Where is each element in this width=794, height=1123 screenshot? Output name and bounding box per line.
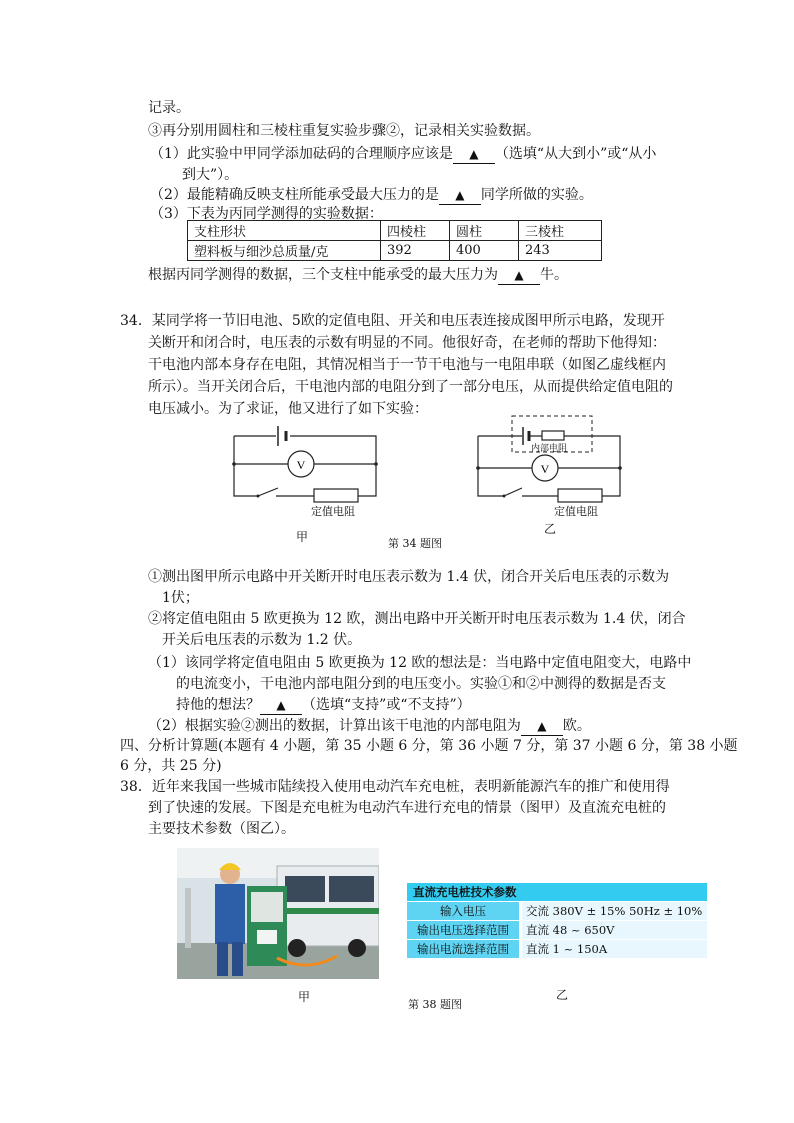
table-cell: 392 — [381, 241, 450, 261]
q34-subq1: （1）该同学将定值电阻由 5 欧更换为 12 欧的想法是：当电路中定值电阻变大，电路中 — [148, 655, 692, 671]
spec-key: 输出电压选择范围 — [407, 921, 519, 939]
q33-subq1-cont: 到大”）。 — [182, 167, 239, 183]
fixed-resistor-box — [558, 489, 602, 502]
q34-step1: ①测出图甲所示电路中开关断开时电压表示数为 1.4 伏，闭合开关后电压表的示数为 — [148, 569, 670, 585]
q33-conclusion: 根据丙同学测得的数据，三个支柱中能承受的最大压力为 ▲ 牛。 — [148, 267, 568, 283]
fig-38-jia-label: 甲 — [298, 990, 311, 1004]
fixed-resistor-box — [314, 489, 358, 502]
table-header: 支柱形状 — [188, 221, 381, 241]
q34-para-3: 干电池内部本身存在电阻，其情况相当于一节干电池与一电阻串联（如图乙虚线框内 — [148, 357, 666, 373]
fixed-resistor-label-jia: 定值电阻 — [311, 505, 355, 518]
internal-resistor-box — [542, 431, 564, 440]
spec-row — [407, 921, 707, 939]
circuit-yi — [472, 412, 632, 522]
table-header: 圆柱 — [450, 221, 519, 241]
spec-value: 直流 48 ~ 650V — [522, 921, 707, 939]
switch-blade — [504, 488, 522, 496]
charger-spec-table — [407, 883, 707, 958]
spec-row — [407, 902, 707, 920]
spec-value: 交流 380V ± 15% 50Hz ± 10% — [522, 902, 707, 920]
section-4-heading-cont: 6 分，共 25 分) — [120, 758, 222, 774]
q34-step2: ②将定值电阻由 5 欧更换为 12 欧，测出电路中开关断开时电压表示数为 1.4 伏，闭合 — [148, 611, 686, 627]
fig-jia-label: 甲 — [296, 530, 309, 544]
circuit-jia — [228, 418, 388, 518]
internal-resistor-label: 内部电阻 — [531, 444, 568, 454]
fig-38-yi-label: 乙 — [556, 988, 569, 1002]
q34-step1-cont: 1伏； — [162, 590, 199, 606]
q34-subq1-ask: 持他的想法？ ▲ （选填“支持”或“不支持”） — [176, 697, 471, 713]
spec-title: 直流充电桩技术参数 — [407, 883, 707, 901]
voltmeter-label: V — [540, 462, 550, 476]
spec-key: 输出电流选择范围 — [407, 940, 519, 958]
q38-para-3: 主要技术参数（图乙）。 — [148, 821, 295, 837]
table-header: 四棱柱 — [381, 221, 450, 241]
answer-blank-5[interactable]: ▲ — [521, 717, 563, 736]
q34-para-5: 电压减小。为了求证，他又进行了如下实验： — [148, 401, 428, 417]
table-cell: 塑料板与细沙总质量/克 — [188, 241, 381, 261]
q34-para-4: 所示）。当开关闭合后，干电池内部的电阻分到了一部分电压，从而提供给定值电阻的 — [148, 379, 673, 395]
spec-key: 输入电压 — [407, 902, 519, 920]
q34-subq1-cont: 的电流变小，干电池内部电阻分到的电压变小。实验①和②中测得的数据是否支 — [176, 676, 666, 692]
voltmeter-label: V — [296, 458, 306, 472]
charging-station-photo — [177, 848, 379, 979]
table-header-row — [188, 221, 602, 241]
q33-subq1: （1）此实验中甲同学添加砝码的合理顺序应该是 ▲ （选填“从大到小”或“从小 — [150, 146, 657, 162]
fixed-resistor-label-yi: 定值电阻 — [554, 505, 598, 518]
q33-line-record: 记录。 — [148, 100, 190, 116]
q34-para-2: 关断开和闭合时，电压表的示数有明显的不同。他很好奇，在老师的帮助下他得知： — [148, 335, 666, 351]
spec-row — [407, 940, 707, 958]
data-table — [187, 220, 602, 261]
q34-step2-cont: 开关后电压表的示数为 1.2 伏。 — [162, 632, 362, 648]
answer-blank-1[interactable]: ▲ — [453, 145, 495, 164]
section-4-heading: 四、分析计算题(本题有 4 小题，第 35 小题 6 分，第 36 小题 7 分，第 37 小题 6 分，第 38 小题 — [120, 738, 738, 754]
switch-blade — [258, 488, 278, 496]
fig-34-caption: 第 34 题图 — [388, 537, 442, 550]
q34-para-1: 34．某同学将一节旧电池、5欧的定值电阻、开关和电压表连接成图甲所示电路，发现开 — [120, 313, 665, 329]
answer-blank-2[interactable]: ▲ — [439, 186, 481, 205]
q33-subq3: （3）下表为丙同学测得的实验数据： — [150, 206, 383, 222]
q38-para-2: 到了快速的发展。下图是充电桩为电动汽车进行充电的情景（图甲）及直流充电桩的 — [148, 800, 666, 816]
table-cell: 243 — [519, 241, 602, 261]
answer-blank-3[interactable]: ▲ — [498, 266, 540, 285]
q34-subq2: （2）根据实验②测出的数据，计算出该干电池的内部电阻为 ▲ 欧。 — [148, 718, 591, 734]
table-cell: 400 — [450, 241, 519, 261]
answer-blank-4[interactable]: ▲ — [260, 696, 302, 715]
q33-step3: ③再分别用圆柱和三棱柱重复实验步骤②，记录相关实验数据。 — [148, 123, 540, 139]
table-header: 三棱柱 — [519, 221, 602, 241]
table-row — [188, 241, 602, 261]
fig-38-caption: 第 38 题图 — [408, 998, 462, 1011]
spec-value: 直流 1 ~ 150A — [522, 940, 707, 958]
q33-subq2: （2）最能精确反映支柱所能承受最大压力的是 ▲ 同学所做的实验。 — [150, 187, 593, 203]
q38-para-1: 38．近年来我国一些城市陆续投入使用电动汽车充电桩，表明新能源汽车的推广和使用得 — [120, 779, 670, 795]
fig-yi-label: 乙 — [544, 522, 557, 536]
